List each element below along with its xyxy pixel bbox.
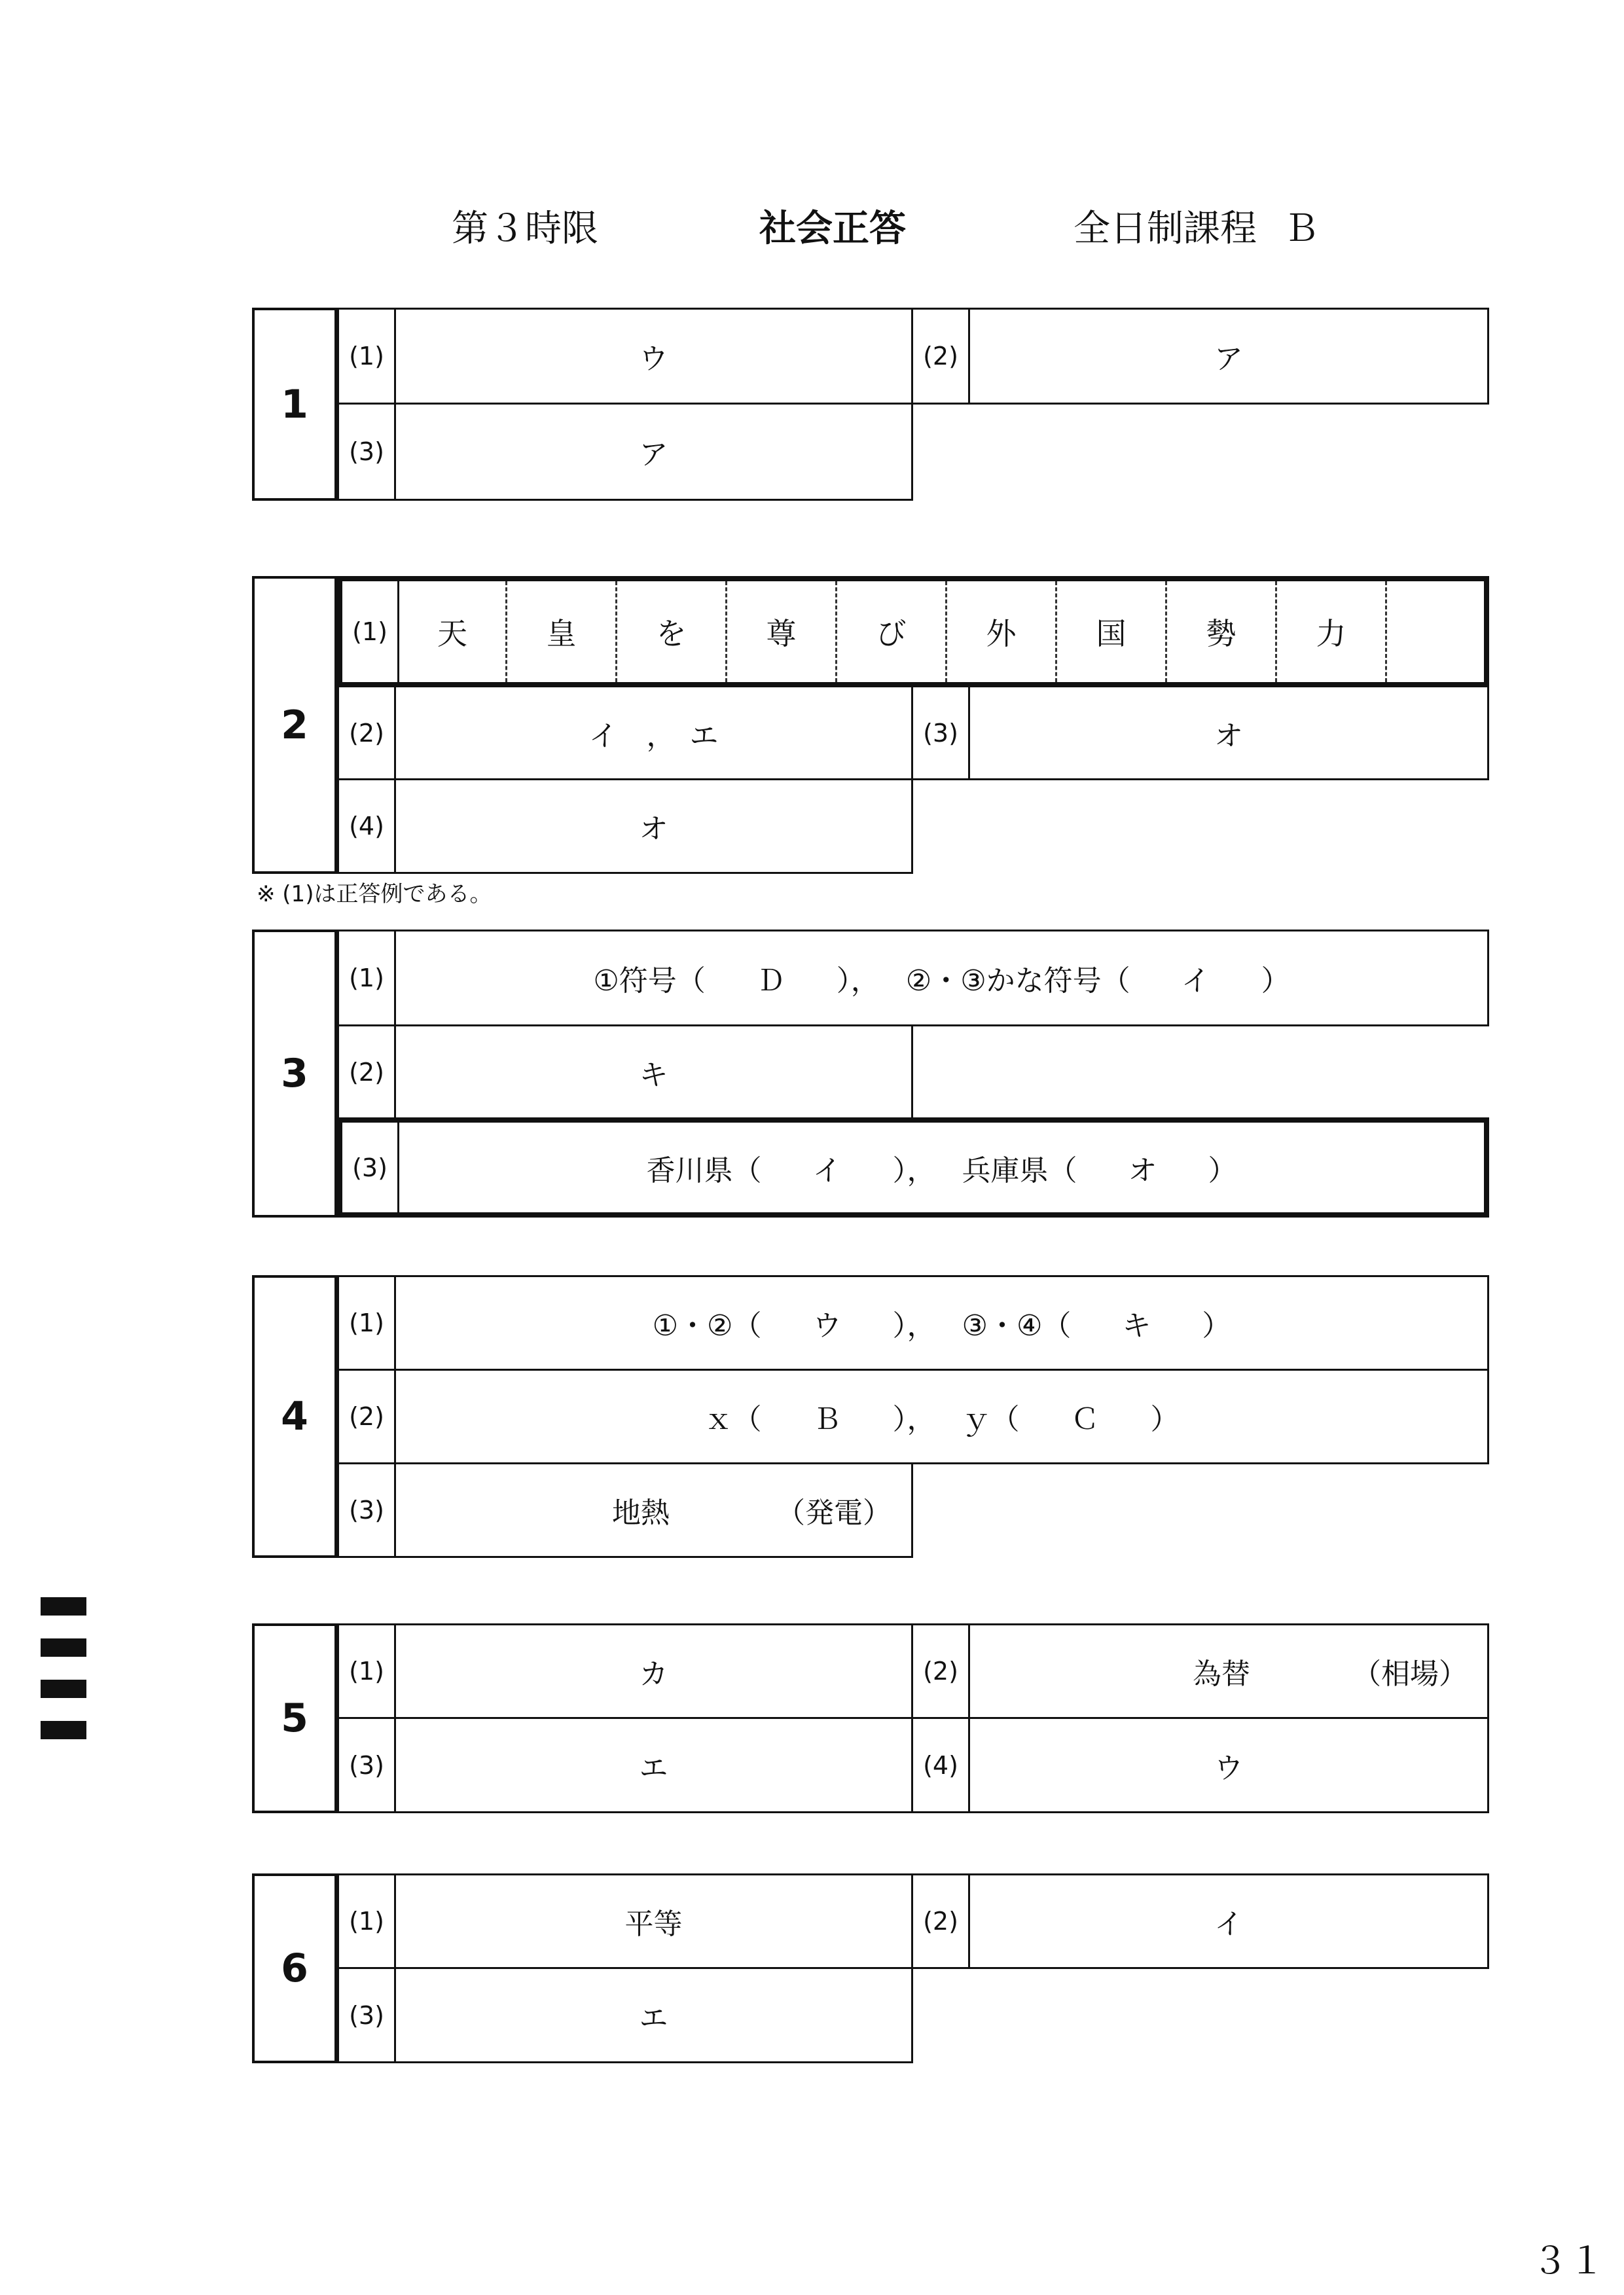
question-label: (1)	[337, 1873, 396, 1969]
char-box: 天	[399, 581, 507, 682]
section-5	[252, 1623, 1489, 1813]
answer-cell: イ ， エ	[394, 685, 913, 780]
answer-part-close: ），	[892, 1309, 936, 1343]
answer-cell: エ	[394, 1717, 913, 1813]
answer-cell	[394, 1275, 1489, 1371]
answer-value: キ	[1122, 1309, 1151, 1343]
answer-cell	[394, 930, 1489, 1026]
answer-part-lead: ①・②（	[652, 1309, 762, 1343]
answer-cell	[394, 1462, 913, 1558]
answer-row	[337, 403, 913, 501]
char-box: 力	[1277, 581, 1387, 682]
answer-value: イ	[1181, 964, 1210, 998]
answer-row	[337, 685, 1489, 780]
question-label: (3)	[337, 1717, 396, 1813]
question-label: (1)	[337, 308, 396, 405]
answer-cell: ウ	[968, 1717, 1489, 1813]
answer-part-close: ），	[836, 964, 880, 998]
question-label: (2)	[911, 1873, 970, 1969]
answer-value: ウ	[812, 1309, 842, 1343]
section-1	[252, 308, 1489, 501]
question-label: (2)	[337, 1024, 396, 1119]
answer-value: Ｄ	[756, 964, 785, 998]
answer-part-close: ）	[1150, 1403, 1180, 1436]
variant-label: Ｂ	[1283, 208, 1320, 250]
section-number: 5	[252, 1623, 337, 1813]
answer-part-lead: 兵庫県（	[962, 1153, 1077, 1187]
answer-row	[337, 930, 1489, 1026]
answer-part-lead: ③・④（	[962, 1309, 1072, 1343]
question-label: (1)	[337, 1275, 396, 1371]
answer-cell	[397, 1117, 1489, 1218]
answer-cell: ア	[394, 403, 913, 501]
registration-mark	[41, 1680, 86, 1698]
char-box: 勢	[1167, 581, 1277, 682]
answer-cell: エ	[394, 1967, 913, 2063]
answer-cell: 平等	[394, 1873, 913, 1969]
answer-row	[337, 1967, 913, 2063]
answer-part-close: ），	[892, 1153, 936, 1187]
question-label: (3)	[337, 403, 396, 501]
answer-value: 為替	[1193, 1657, 1250, 1691]
answer-cell: キ	[394, 1024, 913, 1119]
note-text: ※ (1)は正答例である。	[257, 881, 492, 907]
question-label: (2)	[337, 1369, 396, 1464]
answer-row	[337, 1462, 913, 1558]
registration-mark	[41, 1721, 86, 1739]
answer-part-lead: ①符号（	[593, 964, 706, 998]
char-box	[1387, 581, 1485, 682]
answer-cell	[397, 576, 1489, 687]
answer-row	[337, 1717, 1489, 1813]
question-label: (4)	[911, 1717, 970, 1813]
question-label: (3)	[911, 685, 970, 780]
answer-cell: カ	[394, 1623, 913, 1719]
section-number: 1	[252, 308, 337, 501]
answer-row	[337, 308, 1489, 405]
question-label: (2)	[911, 1623, 970, 1719]
subject-title: 社会正答	[759, 208, 906, 250]
question-label: (2)	[911, 308, 970, 405]
answer-suffix: （発電）	[776, 1496, 892, 1530]
period-label: 第３時限	[452, 208, 598, 250]
answer-cell: イ	[968, 1873, 1489, 1969]
section-6	[252, 1873, 1489, 2063]
answer-part-lead: ｙ（	[962, 1403, 1020, 1436]
answer-part-close: ）	[1261, 964, 1290, 998]
question-label: (1)	[337, 576, 399, 687]
answer-part-lead: ②・③かな符号（	[905, 964, 1130, 998]
answer-row	[337, 1369, 1489, 1464]
char-box: 外	[947, 581, 1057, 682]
section-number: 2	[252, 576, 337, 874]
answer-cell: ア	[968, 308, 1489, 405]
answer-row	[337, 1275, 1489, 1371]
section-2	[252, 576, 1489, 874]
answer-part-lead: ｘ（	[704, 1403, 762, 1436]
char-box: 尊	[727, 581, 837, 682]
answer-cell: オ	[394, 778, 913, 874]
char-box: び	[837, 581, 947, 682]
answer-row	[337, 1873, 1489, 1969]
answer-value: イ	[812, 1153, 842, 1187]
char-box: 皇	[507, 581, 617, 682]
answer-cell: オ	[968, 685, 1489, 780]
question-label: (4)	[337, 778, 396, 874]
answer-part-close: ）	[1202, 1309, 1231, 1343]
section-3	[252, 930, 1489, 1218]
char-box: を	[617, 581, 727, 682]
answer-cell	[968, 1623, 1489, 1719]
answer-value: オ	[1128, 1153, 1157, 1187]
section-number: 6	[252, 1873, 337, 2063]
section-number: 3	[252, 930, 337, 1218]
answer-row	[337, 778, 913, 874]
answer-suffix: （相場）	[1352, 1657, 1468, 1691]
answer-row	[337, 1024, 913, 1119]
question-label: (2)	[337, 685, 396, 780]
answer-cell	[394, 1369, 1489, 1464]
registration-mark	[41, 1597, 86, 1616]
question-label: (3)	[337, 1117, 399, 1218]
page-number: ３１	[1532, 2240, 1605, 2283]
answer-part-lead: 香川県（	[646, 1153, 762, 1187]
answer-part-close: ）	[1208, 1153, 1237, 1187]
question-label: (3)	[337, 1462, 396, 1558]
char-box: 国	[1057, 581, 1167, 682]
question-label: (3)	[337, 1967, 396, 2063]
course-label: 全日制課程	[1074, 208, 1257, 250]
answer-value: Ｃ	[1070, 1403, 1100, 1436]
answer-value: Ｂ	[812, 1403, 842, 1436]
answer-row	[337, 1623, 1489, 1719]
section-number: 4	[252, 1275, 337, 1558]
answer-cell: ウ	[394, 308, 913, 405]
question-label: (1)	[337, 930, 396, 1026]
question-label: (1)	[337, 1623, 396, 1719]
section-4	[252, 1275, 1489, 1558]
answer-part-close: ），	[892, 1403, 936, 1436]
answer-value: 地熱	[612, 1496, 670, 1530]
answer-row	[337, 576, 1489, 687]
registration-mark	[41, 1638, 86, 1657]
answer-row	[337, 1117, 1489, 1218]
